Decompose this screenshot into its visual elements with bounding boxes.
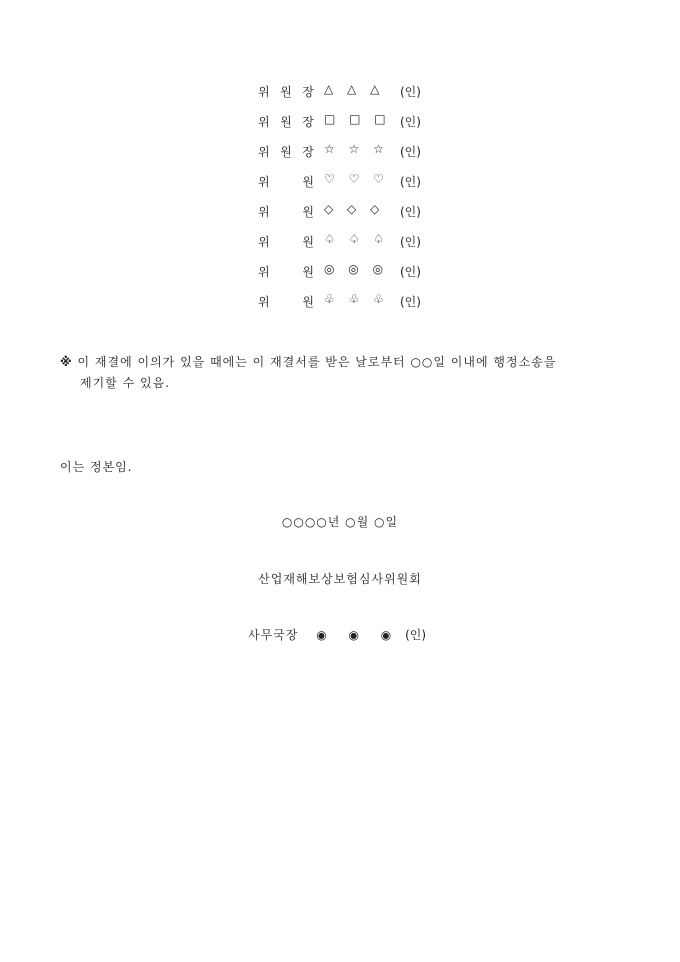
seal-mark: (인) [400,235,421,249]
secretary-title: 사무국장 [248,628,299,642]
member-title: 위 원 [258,265,314,279]
member-name-placeholder: ♧ ♧ ♧ [324,292,385,306]
member-name-placeholder: □ □ □ [324,112,387,126]
member-row [0,170,680,192]
seal-mark: (인) [400,85,421,99]
member-row [0,110,680,132]
member-row [0,230,680,252]
member-title: 위 원 [258,295,314,309]
certified-copy-statement: 이는 정본임. [60,460,133,474]
seal-mark: (인) [400,295,421,309]
member-title: 위 원 [258,175,314,189]
member-name-placeholder: ♤ ♤ ♤ [324,232,385,246]
member-name-placeholder: ☆ ☆ ☆ [324,142,385,156]
member-title: 위 원 [258,235,314,249]
notice-line-1 [60,352,640,373]
member-name-placeholder: ◎ ◎ ◎ [324,262,385,276]
committee-name: 산업재해보상보험심사위원회 [258,572,422,586]
member-name-placeholder: ◇ ◇ ◇ [324,202,381,216]
member-row [0,200,680,222]
secretary-signature [248,626,426,643]
seal-mark: (인) [400,115,421,129]
seal-mark: (인) [400,265,421,279]
seal-mark: (인) [405,628,427,642]
member-row [0,260,680,282]
reference-mark-icon: ※ [60,355,73,369]
member-name-placeholder: △ △ △ [324,82,381,96]
member-title: 위 원 장 [258,145,314,159]
appeal-notice [60,352,640,394]
notice-text: 이 재결에 이의가 있을 때에는 이 재결서를 받은 날로부터 ○○일 이내에 행정소송을 [77,355,557,369]
member-row [0,80,680,102]
member-row [0,140,680,162]
notice-line-2: 제기할 수 있음. [80,376,170,390]
seal-mark: (인) [400,175,421,189]
member-name-placeholder: ♡ ♡ ♡ [324,172,385,186]
member-row [0,290,680,312]
secretary-name-placeholder: ◉ ◉ ◉ [316,628,392,642]
member-title: 위 원 장 [258,85,314,99]
seal-mark: (인) [400,145,421,159]
document-date: ○○○○년 ○월 ○일 [281,515,399,529]
seal-mark: (인) [400,205,421,219]
member-title: 위 원 [258,205,314,219]
member-title: 위 원 장 [258,115,314,129]
